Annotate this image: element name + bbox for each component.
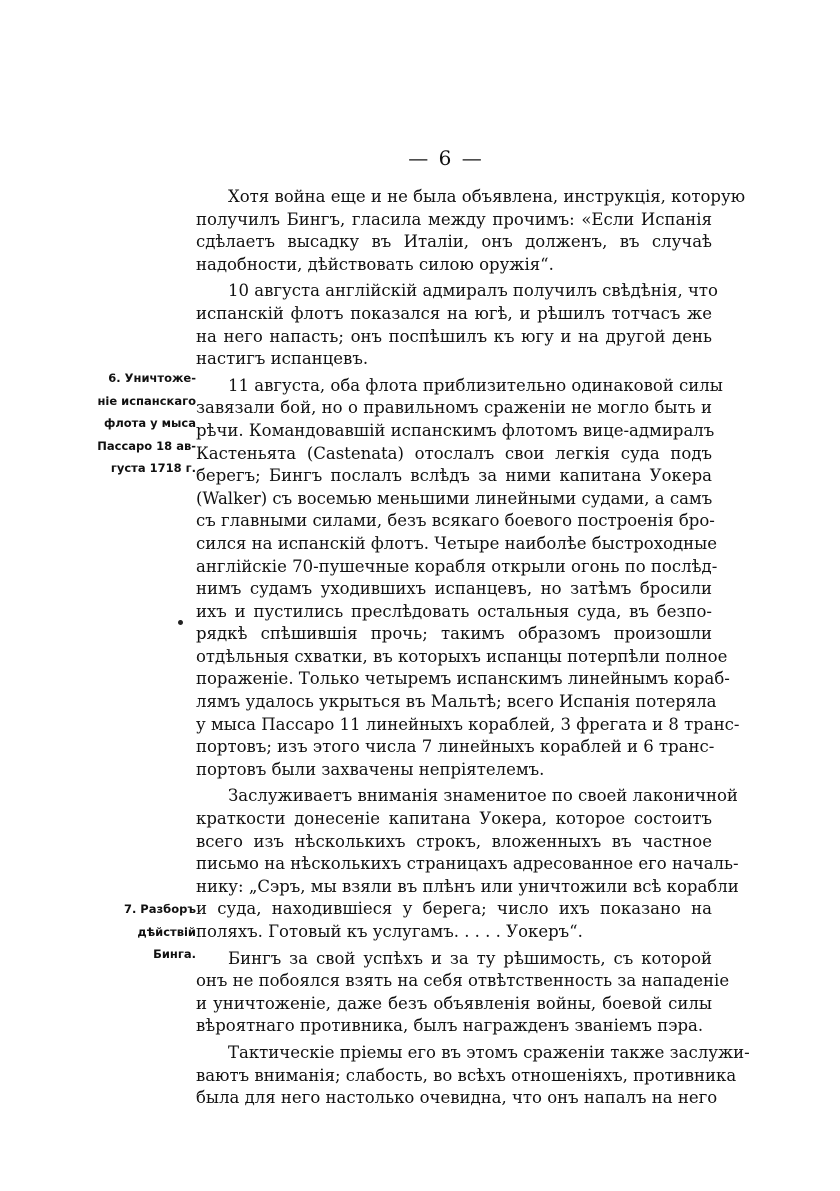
text-line: испанскій флотъ показался на югѣ, и рѣшилъ тотчасъ же bbox=[196, 303, 712, 323]
text-line: сдѣлаетъ высадку въ Италіи, онъ долженъ, въ случаѣ bbox=[196, 232, 712, 252]
text-line: ихъ и пустились преслѣдовать остальныя суда, въ безпо- bbox=[196, 601, 712, 621]
text-line: и суда, находившіеся у берега; число ихъ показано на bbox=[196, 899, 712, 919]
text-line: нику: „Сэръ, мы взяли въ плѣнъ или уничтожили всѣ корабли bbox=[196, 876, 739, 896]
text-line: 10 августа англійскій адмиралъ получилъ свѣдѣнія, что bbox=[228, 281, 718, 301]
text-line: нимъ судамъ уходившихъ испанцевъ, но затѣмъ бросили bbox=[196, 579, 712, 599]
margin-note-section-7 bbox=[96, 898, 196, 966]
text-line: онъ не побоялся взять на себя отвѣтственность за нападеніе bbox=[196, 971, 730, 991]
text-line: надобности, дѣйствовать силою оружія“. bbox=[196, 254, 554, 274]
text-line: письмо на нѣсколькихъ страницахъ адресованное его началь- bbox=[196, 854, 739, 874]
paragraph bbox=[196, 375, 740, 782]
text-line: ваютъ вниманія; слабость, во всѣхъ отношеніяхъ, противника bbox=[196, 1065, 737, 1085]
text-line: 11 августа, оба флота приблизительно одинаковой силы bbox=[228, 375, 723, 395]
margin-note-line: 7. Разборъ bbox=[123, 902, 196, 916]
text-line: Кастеньята (Castenata) отослалъ свои легкія суда подъ bbox=[196, 443, 712, 463]
margin-note-line: дѣйствій bbox=[137, 924, 196, 939]
text-line: вѣроятнаго противника, былъ награжденъ званіемъ пэра. bbox=[196, 1016, 704, 1036]
text-line: настигъ испанцевъ. bbox=[196, 349, 369, 369]
text-line: Заслуживаетъ вниманія знаменитое по своей лаконичной bbox=[228, 786, 738, 806]
text-line: поляхъ. Готовый къ услугамъ. . . . . Уокеръ“. bbox=[196, 922, 583, 941]
margin-note-line: флота у мыса bbox=[103, 416, 196, 431]
text-line: сился на испанскій флотъ. Четыре наиболѣе быстроходные bbox=[196, 533, 717, 553]
text-line: (Walker) съ восемью меньшими линейными судами, а самъ bbox=[196, 488, 713, 508]
text-line: и уничтоженіе, даже безъ объявленія войны, боевой силы bbox=[196, 993, 712, 1013]
text-line: съ главными силами, безъ всякаго боевого построенія бро- bbox=[196, 511, 715, 531]
text-line: лямъ удалось укрыться въ Мальтѣ; всего Испанія потеряла bbox=[196, 692, 717, 712]
margin-note-line: Пассаро 18 ав- bbox=[97, 438, 196, 453]
text-line: у мыса Пассаро 11 линейныхъ кораблей, 3 фрегата и 8 транс- bbox=[196, 714, 740, 734]
margin-note-line: Бинга. bbox=[153, 947, 196, 962]
body-text bbox=[196, 186, 750, 1110]
text-line: завязали бой, но о правильномъ сраженіи не могло быть и bbox=[196, 398, 712, 418]
margin-note-line: ніе испанскаго bbox=[97, 393, 196, 408]
text-line: пораженіе. Только четыремъ испанскимъ линейнымъ кораб- bbox=[196, 669, 730, 689]
text-line: всего изъ нѣсколькихъ строкъ, вложенныхъ въ частное bbox=[196, 831, 712, 851]
text-line: Тактическіе пріемы его въ этомъ сраженіи также заслужи- bbox=[228, 1042, 750, 1062]
margin-note-line: густа 1718 г. bbox=[110, 461, 196, 476]
margin-note-line: 6. Уничтоже- bbox=[108, 371, 196, 385]
paragraph bbox=[196, 186, 746, 276]
page-number: — 6 — bbox=[408, 146, 484, 170]
text-line: берегъ; Бингъ послалъ вслѣдъ за ними капитана Уокера bbox=[196, 466, 712, 486]
text-line: рядкѣ спѣшившія прочь; такимъ образомъ произошли bbox=[196, 624, 712, 644]
text-line: портовъ были захвачены непріятелемъ. bbox=[196, 759, 545, 779]
paragraph bbox=[196, 280, 718, 370]
text-line: отдѣльныя схватки, въ которыхъ испанцы потерпѣли полное bbox=[196, 646, 728, 666]
text-line: рѣчи. Командовавшій испанскимъ флотомъ вице-адмиралъ bbox=[196, 420, 715, 440]
text-line: краткости донесеніе капитана Уокера, которое состоитъ bbox=[196, 809, 712, 829]
paragraph bbox=[196, 948, 730, 1038]
text-line: Бингъ за свой успѣхъ и за ту рѣшимость, съ которой bbox=[228, 948, 712, 968]
paragraph bbox=[196, 785, 739, 943]
text-line: на него напасть; онъ поспѣшилъ къ югу и на другой день bbox=[196, 326, 712, 346]
paragraph bbox=[196, 1042, 750, 1110]
text-line: портовъ; изъ этого числа 7 линейныхъ кораблей и 6 транс- bbox=[196, 737, 715, 757]
text-line: была для него настолько очевидна, что онъ напалъ на него bbox=[196, 1088, 718, 1108]
margin-note-section-6 bbox=[96, 367, 196, 480]
text-line: англійскіе 70-пушечные корабля открыли огонь по послѣд- bbox=[196, 556, 718, 576]
text-line: получилъ Бингъ, гласила между прочимъ: «Если Испанія bbox=[196, 209, 712, 229]
ink-speck bbox=[178, 620, 183, 625]
text-line: Хотя война еще и не была объявлена, инструкція, которую bbox=[228, 187, 746, 206]
